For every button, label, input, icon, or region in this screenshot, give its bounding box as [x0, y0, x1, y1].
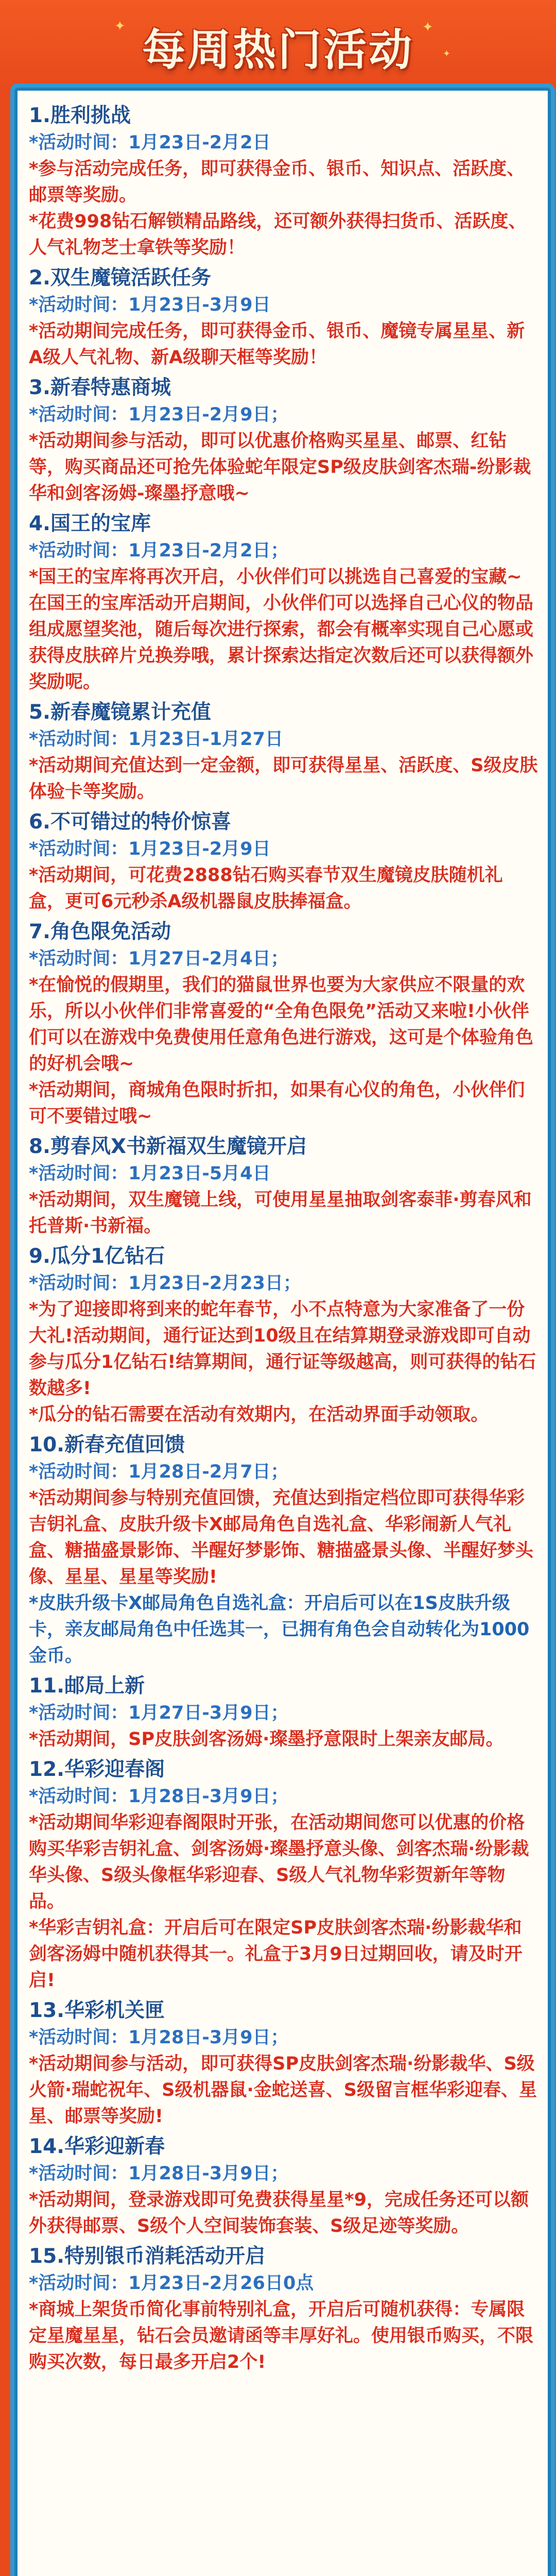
activity-title: 15.特别银币消耗活动开启 [29, 2245, 266, 2268]
activity-title: 7.角色限免活动 [29, 920, 171, 943]
activity-section [29, 1997, 538, 2130]
text-segment: *活动时间：1月27日-2月4日； [29, 948, 289, 969]
activity-title: 10.新春充值回馈 [29, 1433, 185, 1456]
activity-time [29, 1784, 538, 1810]
activity-description [29, 428, 538, 507]
activity-description [29, 2187, 538, 2240]
text-segment: *在愉悦的假期里，我们的猫鼠世界也要为大家供应不限量的欢乐，所以小伙伴们非常喜爱的“全角色限免”活动又来啦!小伙伴们可以在游戏中免费使用任意角色进行游戏，这可是个体验角色的好机会哦~ [29, 975, 534, 1074]
activity-description [29, 1297, 538, 1402]
text-segment: *活动期间，登录游戏即可免费获得星星*9，完成任务还可以额外获得邮票、S级个人空间装饰套装、S级足迹等奖励。 [29, 2190, 529, 2236]
text-segment: *国王的宝库将再次开启，小伙伴们可以挑选自己喜爱的宝藏~在国王的宝库活动开启期间，小伙伴们可以选择自己心仪的物品组成愿望奖池，随后每次进行探索，都会有概率实现自己心愿或获得皮肤碎片兑换券哦，累计探索达指定次数后还可以获得额外奖励呢。 [29, 567, 534, 692]
text-segment: *活动期间参与活动，即可以优惠价格购买星星、邮票、红钻等，购买商品还可抢先体验蛇年限定SP级皮肤剑客杰瑞-纷影裁华和剑客汤姆-璨墨抒意哦~ [29, 431, 531, 504]
sparkle-icon: ✦ [114, 19, 126, 34]
activity-time [29, 402, 538, 428]
text-segment: *活动时间：1月23日-2月26日0点 [29, 2273, 314, 2294]
activity-section [29, 1133, 538, 1240]
text-segment: *活动时间：1月23日-2月2日； [29, 540, 289, 561]
activity-title: 5.新春魔镜累计充值 [29, 701, 211, 724]
activity-section [29, 1431, 538, 1669]
activity-time [29, 946, 538, 972]
activity-time [29, 836, 538, 862]
activity-title: 4.国王的宝库 [29, 512, 151, 535]
activity-time [29, 1459, 538, 1485]
activity-panel [10, 83, 555, 2576]
activity-description [29, 972, 538, 1077]
activity-section [29, 374, 538, 507]
activity-time [29, 1161, 538, 1187]
activity-title: 6.不可错过的特价惊喜 [29, 810, 231, 834]
activity-section [29, 264, 538, 371]
activity-time [29, 1700, 538, 1726]
activity-section [29, 2243, 538, 2376]
activity-description [29, 1485, 538, 1590]
text-segment: *活动期间，商城角色限时折扣，如果有心仪的角色，小伙伴们可不要错过哦~ [29, 1080, 525, 1127]
activity-section [29, 918, 538, 1130]
activity-time [29, 2025, 538, 2051]
text-segment: *活动时间：1月28日-3月9日； [29, 2027, 289, 2048]
activity-description [29, 1810, 538, 1915]
activity-time [29, 1270, 538, 1297]
sparkle-icon: ✦ [422, 20, 433, 35]
activity-description [29, 2297, 538, 2376]
activity-description [29, 862, 538, 915]
text-segment: *活动时间：1月23日-2月23日； [29, 1273, 301, 1294]
text-segment: *活动期间充值达到一定金额，即可获得星星、活跃度、S级皮肤体验卡等奖励。 [29, 755, 538, 802]
text-segment: *瓜分的钻石需要在活动有效期内，在活动界面手动领取。 [29, 1404, 489, 1425]
text-segment: *活动时间：1月23日-3月9日 [29, 295, 271, 315]
text-segment: *活动期间，可花费2888钻石购买春节双生魔镜皮肤随机礼盒，更可6元秒杀A级机器鼠皮肤捧福盒。 [29, 865, 503, 912]
text-segment: *活动时间：1月23日-2月2日 [29, 132, 271, 153]
activity-section [29, 102, 538, 261]
text-segment: *活动期间完成任务，即可获得金币、银币、魔镜专属星星、新A级人气礼物、新A级聊天框等奖励！ [29, 321, 525, 368]
activity-title: 13.华彩机关匣 [29, 1999, 165, 2022]
page-title: 每周热门活动 [142, 25, 414, 75]
activity-description [29, 1077, 538, 1130]
activity-title: 11.邮局上新 [29, 1674, 145, 1698]
text-segment: *活动时间：1月23日-2月9日； [29, 404, 289, 425]
activity-time [29, 292, 538, 318]
activity-title: 9.瓜分1亿钻石 [29, 1245, 165, 1268]
text-segment: *商城上架货币简化事前特别礼盒，开启后可随机获得：专属限定星魔星星，钻石会员邀请函等丰厚好礼。使用银币购买，不限购买次数，每日最多开启2个! [29, 2299, 534, 2372]
activity-time [29, 130, 538, 156]
text-segment: *活动时间：1月23日-1月27日 [29, 729, 283, 750]
activity-title: 8.剪春风X书新福双生魔镜开启 [29, 1135, 307, 1158]
text-segment: *皮肤升级卡X邮局角色自选礼盒：开启后可以在1S皮肤升级卡，亲友邮局角色中任选其一，已拥有角色会自动转化为1000金币。 [29, 1593, 530, 1666]
activity-title: 2.双生魔镜活跃任务 [29, 266, 211, 290]
activity-section [29, 1672, 538, 1753]
activity-section [29, 808, 538, 915]
activity-section [29, 699, 538, 805]
text-segment: *活动期间，双生魔镜上线，可使用星星抽取剑客泰菲·剪春风和托普斯·书新福。 [29, 1190, 532, 1236]
text-segment: *活动期间，SP皮肤剑客汤姆·璨墨抒意限时上架亲友邮局。 [29, 1729, 504, 1750]
activity-time [29, 2161, 538, 2187]
activity-description [29, 318, 538, 371]
activity-section [29, 2133, 538, 2240]
activity-description [29, 1187, 538, 1240]
activity-title: 3.新春特惠商城 [29, 376, 171, 399]
activity-description [29, 564, 538, 696]
activity-description [29, 1726, 538, 1753]
text-segment: *活动时间：1月28日-3月9日； [29, 1786, 289, 1807]
activity-description [29, 753, 538, 805]
activity-time [29, 2270, 538, 2297]
text-segment: *花费998钻石解锁精品路线，还可额外获得扫货币、活跃度、人气礼物芝士拿铁等奖励！ [29, 211, 527, 258]
activity-time [29, 726, 538, 753]
activity-description [29, 1402, 538, 1428]
activity-description [29, 1915, 538, 1994]
activity-description [29, 209, 538, 261]
page-header [0, 0, 556, 88]
activity-description [29, 1590, 538, 1669]
text-segment: *华彩吉钥礼盒：开启后可在限定SP皮肤剑客杰瑞·纷影裁华和剑客汤姆中随机获得其一。礼盒于3月9日过期回收，请及时开启! [29, 1918, 523, 1991]
text-segment: *活动时间：1月27日-3月9日； [29, 1703, 289, 1723]
sparkle-icon: ✦ [443, 48, 451, 59]
text-segment: *活动时间：1月28日-3月9日； [29, 2163, 289, 2184]
activity-title: 14.华彩迎新春 [29, 2135, 165, 2158]
activity-list [29, 99, 538, 2576]
activity-time [29, 538, 538, 564]
text-segment: *活动期间华彩迎春阁限时开张，在活动期间您可以优惠的价格购买华彩吉钥礼盒、剑客汤姆·璨墨抒意头像、剑客杰瑞·纷影裁华头像、S级头像框华彩迎春、S级人气礼物华彩贺新年等物品。 [29, 1812, 529, 1912]
text-segment: *参与活动完成任务，即可获得金币、银币、知识点、活跃度、邮票等奖励。 [29, 159, 525, 206]
activity-description [29, 156, 538, 209]
text-segment: *活动期间参与活动，即可获得SP皮肤剑客杰瑞·纷影裁华、S级火箭·瑞蛇祝年、S级机器鼠·金蛇送喜、S级留言框华彩迎春、星星、邮票等奖励! [29, 2054, 537, 2127]
text-segment: *为了迎接即将到来的蛇年春节，小不点特意为大家准备了一份大礼!活动期间，通行证达到10级且在结算期登录游戏即可自动参与瓜分1亿钻石!结算期间，通行证等级越高，则可获得的钻石数越多! [29, 1299, 536, 1399]
text-segment: *活动时间：1月23日-2月9日 [29, 839, 271, 859]
activity-section [29, 1756, 538, 1994]
text-segment: *活动时间：1月28日-2月7日； [29, 1462, 289, 1482]
activity-description [29, 2051, 538, 2130]
text-segment: *活动时间：1月23日-5月4日 [29, 1163, 271, 1184]
activity-section [29, 1243, 538, 1428]
activity-title: 12.华彩迎春阁 [29, 1758, 165, 1781]
activity-section [29, 510, 538, 696]
text-segment: *活动期间参与特别充值回馈，充值达到指定档位即可获得华彩吉钥礼盒、皮肤升级卡X邮局角色自选礼盒、华彩闹新人气礼盒、糖描盛景影饰、半醒好梦影饰、糖描盛景头像、半醒好梦头像、星星、星星等奖励! [29, 1488, 534, 1587]
activity-title: 1.胜利挑战 [29, 104, 131, 127]
